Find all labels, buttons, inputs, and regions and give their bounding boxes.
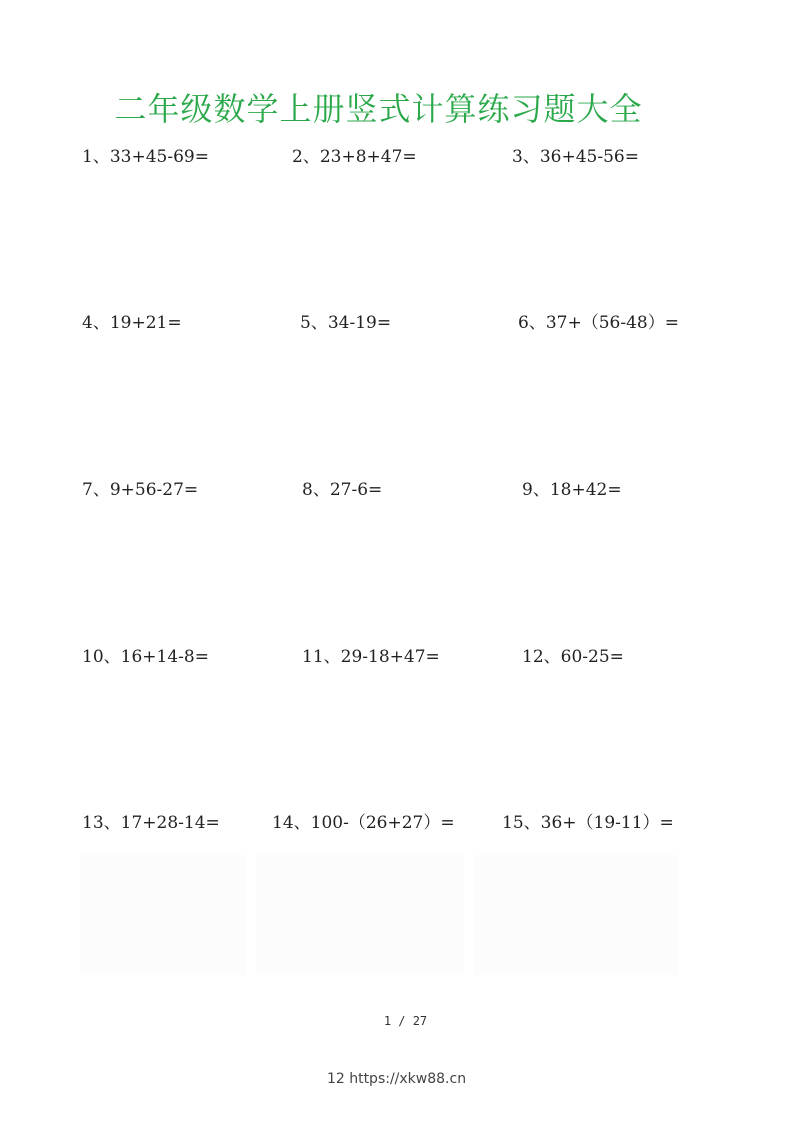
answer-area-13 <box>80 855 246 975</box>
problem-3: 3、36+45-56= <box>512 147 639 167</box>
problem-14: 14、100-（26+27）= <box>272 813 455 833</box>
problem-13: 13、17+28-14= <box>82 813 220 833</box>
page-title: 二年级数学上册竖式计算练习题大全 <box>114 90 643 128</box>
problem-4: 4、19+21= <box>82 313 182 333</box>
page-number: 1 / 27 <box>383 1014 428 1028</box>
problem-1: 1、33+45-69= <box>82 147 209 167</box>
answer-area-15 <box>474 855 678 975</box>
problem-5: 5、34-19= <box>300 313 392 333</box>
problem-7: 7、9+56-27= <box>82 480 199 500</box>
problem-11: 11、29-18+47= <box>302 647 440 667</box>
footer-url: 12 https://xkw88.cn <box>326 1071 467 1087</box>
problem-10: 10、16+14-8= <box>82 647 209 667</box>
problem-12: 12、60-25= <box>522 647 624 667</box>
problem-8: 8、27-6= <box>302 480 383 500</box>
problem-15: 15、36+（19-11）= <box>502 813 674 833</box>
problem-9: 9、18+42= <box>522 480 622 500</box>
problem-2: 2、23+8+47= <box>292 147 417 167</box>
problem-6: 6、37+（56-48）= <box>518 313 679 333</box>
answer-area-14 <box>256 855 464 975</box>
